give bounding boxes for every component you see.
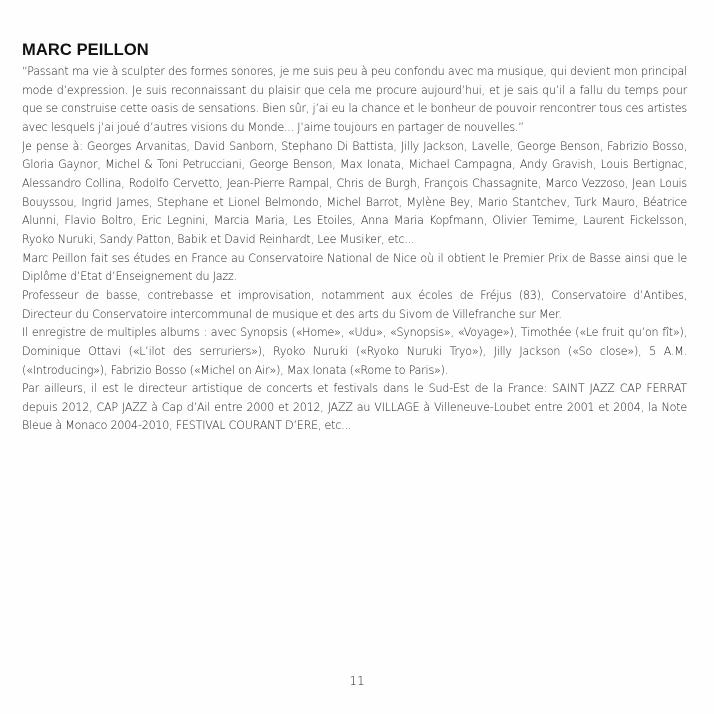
quote-paragraph: “Passant ma vie à sculpter des formes sonores, je me suis peu à peu confondu avec ma musique, qui devient mon principal mode d’expression. Je suis reconnaissant du plaisir que cela me procure aujourd’hui, et je sais qu’il a fallu du temps pour que se construise cette oasis de sensations. Bien sûr, j’ai eu la chance et le bonheur de pouvoir rencontrer tous ces artistes avec lesquels j’ai joué d’autres visions du Monde... J’aime toujours en partager de nouvelles.” — [22, 65, 687, 134]
collaborators-paragraph: Je pense à: Georges Arvanitas, David Sanborn, Stephano Di Battista, Jilly Jackson, Lavelle, George Benson, Fabrizio Bosso, Gloria Gaynor, Michel & Toni Petrucciani, George Benson, Max Ionata, Michael Campagna, Andy Gravish, Louis Bertignac, Alessandro Collina, Rodolfo Cervetto, Jean-Pierre Rampal, Chris de Burgh, François Chassagnite, Marco Vezzoso, Jean Louis Bouyssou, Ingrid James, Stephane et Lionel Belmondo, Michel Barrot, Mylène Bey, Mario Stantchev, Turk Mauro, Béatrice Alunni, Flavio Boltro, Eric Legnini, Marcia Maria, Les Etoiles, Anna Maria Kopfmann, Olivier Temime, Laurent Fickelsson, Ryoko Nuruki, Sandy Patton, Babik et David Reinhardt, Lee Musiker, etc... — [22, 139, 687, 246]
education-paragraph: Marc Peillon fait ses études en France au Conservatoire National de Nice où il obtient le Premier Prix de Basse ainsi que le Diplôme d’Etat d’Enseignement du Jazz. — [22, 251, 687, 284]
teaching-paragraph: Professeur de basse, contrebasse et improvisation, notamment aux écoles de Fréjus (83), Conservatoire d’Antibes, Directeur du Conservatoire intercommunal de musique et des arts du Sivom de Villefranche sur Mer. — [22, 288, 687, 321]
albums-paragraph: Il enregistre de multiples albums : avec Synopsis («Home», «Udu», «Synopsis», «Voyage»), Timothée («Le fruit qu’on fît»), Dominique Ottavi («L’ilot des serruriers»), Ryoko Nuruki («Ryoko Nuruki Tryo»), Jilly Jackson («So close»), 5 A.M.(«Introducing»), Fabrizio Bosso («Michel on Air»), Max Ionata («Rome to Paris»). — [22, 326, 687, 377]
page-number: 11 — [349, 674, 365, 688]
document-body — [22, 40, 687, 436]
page-title: MARC PEILLON — [22, 41, 149, 59]
festivals-paragraph: Par ailleurs, il est le directeur artistique de concerts et festivals dans le Sud-Est de la France: SAINT JAZZ CAP FERRAT depuis 2012, CAP JAZZ à Cap d’Ail entre 2000 et 2012, JAZZ au VILLAGE à Villeneuve-Loubet entre 2001 et 2004, la Note Bleue à Monaco 2004-2010, FESTIVAL COURANT D’ERE, etc... — [22, 382, 687, 433]
